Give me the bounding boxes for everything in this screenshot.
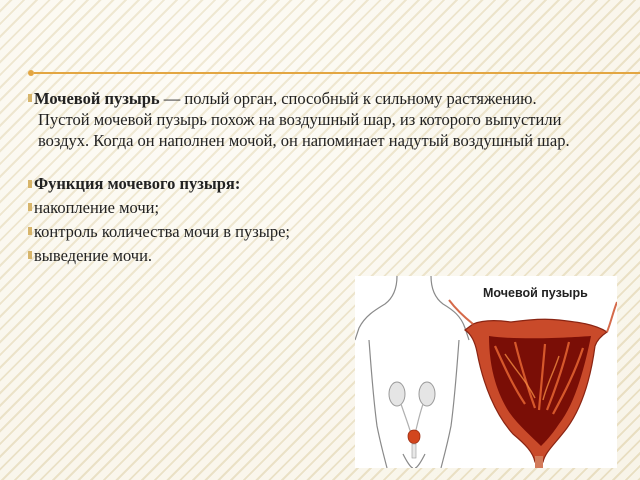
function-item xyxy=(28,197,618,219)
bladder-illustration xyxy=(355,276,617,468)
title-rule xyxy=(34,72,640,74)
slide-content xyxy=(28,88,618,267)
bullet-marker xyxy=(28,94,32,102)
figure-caption: Мочевой пузырь xyxy=(483,286,588,300)
bladder-illustration-svg xyxy=(355,276,617,468)
definition-term: Мочевой пузырь xyxy=(34,89,160,108)
function-item-text: выведение мочи. xyxy=(34,246,153,265)
function-item xyxy=(28,221,618,243)
function-item-text: контроль количества мочи в пузыре; xyxy=(34,222,290,241)
function-item xyxy=(28,245,618,267)
bladder-cross-section-icon xyxy=(449,300,617,468)
definition-paragraph xyxy=(28,88,618,151)
bullet-marker xyxy=(28,227,32,235)
definition-text: — полый орган, способный к сильному растяжению. xyxy=(159,89,537,108)
function-heading-text: Функция мочевого пузыря: xyxy=(34,174,241,193)
bullet-marker xyxy=(28,203,32,211)
definition-line-2: Пустой мочевой пузырь похож на воздушный шар, из которого выпустили xyxy=(38,110,562,129)
definition-line-3: воздух. Когда он наполнен мочой, он напоминает надутый воздушный шар. xyxy=(38,131,570,150)
bullet-marker xyxy=(28,251,32,259)
function-item-text: накопление мочи; xyxy=(34,198,160,217)
bullet-marker xyxy=(28,180,32,188)
kidneys-icon xyxy=(389,382,435,458)
function-heading xyxy=(28,173,618,195)
